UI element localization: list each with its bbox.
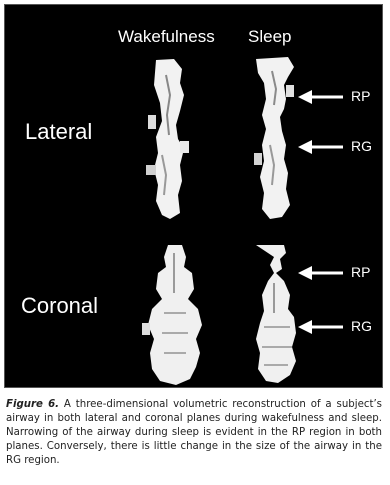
column-header-wakefulness: Wakefulness: [118, 27, 215, 46]
rp-arrow-coronal-icon: [298, 265, 344, 281]
rg-arrow-coronal-icon: [298, 319, 344, 335]
region-label-rg-coronal: RG: [351, 318, 372, 334]
region-label-rp-coronal: RP: [351, 264, 371, 280]
caption-text: A three-dimensional volumetric reconstruction of a subject’s airway in both lateral and coronal planes during wakefulness and sleep. Narrowing of the airway during sleep is evident in the RP region in both planes. Conversely, there is little change in the size of the airway in the RG region.: [6, 399, 382, 466]
figure-label: Figure 6.: [6, 399, 60, 410]
column-header-sleep: Sleep: [248, 27, 292, 46]
coronal-wakefulness-airway-image: [140, 243, 210, 388]
rg-arrow-lateral-icon: [298, 139, 344, 155]
row-label-coronal: Coronal: [21, 293, 99, 318]
row-label-lateral: Lateral: [25, 119, 93, 144]
region-label-rg-lateral: RG: [351, 138, 372, 154]
rp-arrow-lateral-icon: [298, 89, 344, 105]
lateral-wakefulness-airway-image: [140, 55, 200, 225]
lateral-sleep-airway-image: [250, 55, 305, 225]
figure-caption: [6, 398, 382, 468]
figure-panel: [4, 4, 383, 388]
region-label-rp-lateral: RP: [351, 88, 371, 104]
